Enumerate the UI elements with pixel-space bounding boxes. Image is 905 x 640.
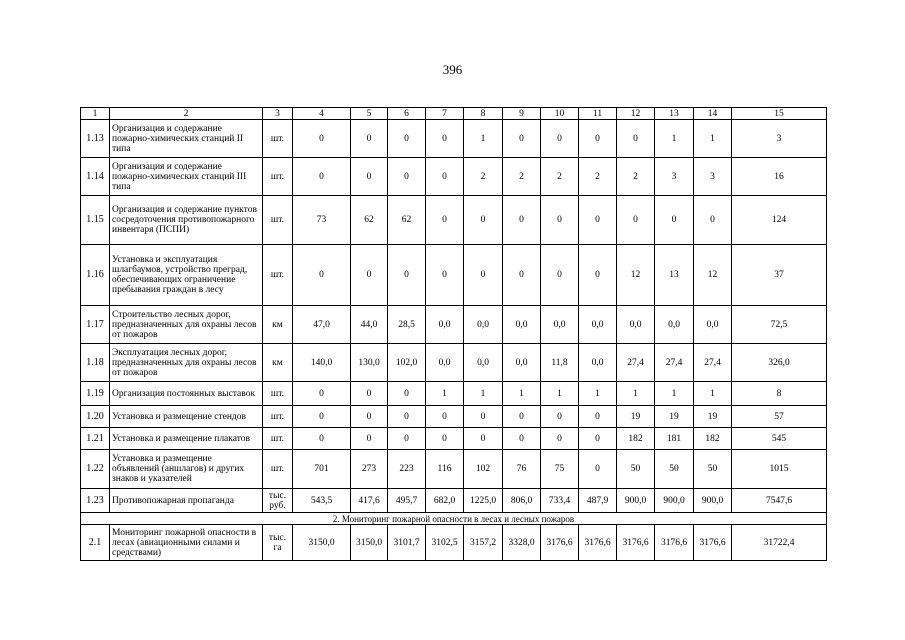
value-cell: 0 <box>579 406 617 428</box>
value-cell: 0,0 <box>464 344 503 382</box>
value-cell: 3 <box>655 158 694 196</box>
row-number: 1.16 <box>81 245 110 306</box>
value-cell: 47,0 <box>293 306 351 344</box>
row-name: Установка и размещение плакатов <box>110 428 263 450</box>
value-cell: 223 <box>388 450 426 489</box>
header-cell: 1 <box>81 108 110 120</box>
header-cell: 14 <box>694 108 732 120</box>
row-unit: шт. <box>263 158 293 196</box>
value-cell: 0 <box>351 245 388 306</box>
value-cell: 16 <box>732 158 827 196</box>
value-cell: 1225,0 <box>464 489 503 513</box>
row-unit: шт. <box>263 245 293 306</box>
value-cell: 72,5 <box>732 306 827 344</box>
data-table <box>80 107 827 561</box>
value-cell: 1 <box>617 382 655 406</box>
section-row <box>81 513 827 525</box>
value-cell: 0 <box>351 406 388 428</box>
table-row <box>81 344 827 382</box>
row-name: Установка и размещение стендов <box>110 406 263 428</box>
value-cell: 0 <box>351 382 388 406</box>
header-row <box>81 108 827 120</box>
row-number: 1.21 <box>81 428 110 450</box>
value-cell: 2 <box>503 158 541 196</box>
value-cell: 0 <box>426 428 464 450</box>
header-cell: 15 <box>732 108 827 120</box>
header-cell: 6 <box>388 108 426 120</box>
header-cell: 7 <box>426 108 464 120</box>
value-cell: 1 <box>579 382 617 406</box>
value-cell: 0,0 <box>694 306 732 344</box>
row-name: Установка и эксплуатация шлагбаумов, устройство преград, обеспечивающих ограничение пребывания граждан в лесу <box>110 245 263 306</box>
value-cell: 273 <box>351 450 388 489</box>
value-cell: 0 <box>426 120 464 158</box>
value-cell: 0 <box>541 196 579 245</box>
row-unit: шт. <box>263 120 293 158</box>
value-cell: 0 <box>426 158 464 196</box>
value-cell: 13 <box>655 245 694 306</box>
value-cell: 0 <box>541 120 579 158</box>
value-cell: 487,9 <box>579 489 617 513</box>
value-cell: 140,0 <box>293 344 351 382</box>
value-cell: 27,4 <box>617 344 655 382</box>
value-cell: 495,7 <box>388 489 426 513</box>
value-cell: 0 <box>426 245 464 306</box>
value-cell: 3157,2 <box>464 525 503 561</box>
page-number: 396 <box>442 62 463 77</box>
value-cell: 1 <box>464 120 503 158</box>
header-cell: 4 <box>293 108 351 120</box>
value-cell: 0,0 <box>503 344 541 382</box>
value-cell: 0 <box>388 245 426 306</box>
value-cell: 0,0 <box>579 306 617 344</box>
value-cell: 0 <box>464 406 503 428</box>
value-cell: 0 <box>541 245 579 306</box>
value-cell: 1 <box>694 382 732 406</box>
value-cell: 1 <box>426 382 464 406</box>
value-cell: 28,5 <box>388 306 426 344</box>
value-cell: 0 <box>503 406 541 428</box>
value-cell: 0 <box>388 120 426 158</box>
value-cell: 31722,4 <box>732 525 827 561</box>
value-cell: 3102,5 <box>426 525 464 561</box>
value-cell: 0 <box>464 428 503 450</box>
value-cell: 50 <box>617 450 655 489</box>
row-unit: шт. <box>263 382 293 406</box>
value-cell: 1 <box>655 120 694 158</box>
value-cell: 0 <box>388 382 426 406</box>
row-name: Противопожарная пропаганда <box>110 489 263 513</box>
value-cell: 3150,0 <box>293 525 351 561</box>
header-cell: 5 <box>351 108 388 120</box>
value-cell: 11,8 <box>541 344 579 382</box>
value-cell: 0 <box>579 120 617 158</box>
value-cell: 1 <box>655 382 694 406</box>
table-row <box>81 196 827 245</box>
row-number: 1.17 <box>81 306 110 344</box>
value-cell: 3101,7 <box>388 525 426 561</box>
value-cell: 3176,6 <box>694 525 732 561</box>
value-cell: 0 <box>293 382 351 406</box>
value-cell: 3150,0 <box>351 525 388 561</box>
value-cell: 130,0 <box>351 344 388 382</box>
row-name: Организация и содержание пожарно-химических станций II типа <box>110 120 263 158</box>
row-number: 1.13 <box>81 120 110 158</box>
value-cell: 0 <box>541 406 579 428</box>
row-number: 2.1 <box>81 525 110 561</box>
table-row <box>81 382 827 406</box>
table-row <box>81 428 827 450</box>
value-cell: 900,0 <box>694 489 732 513</box>
value-cell: 0 <box>503 245 541 306</box>
value-cell: 0 <box>293 428 351 450</box>
value-cell: 2 <box>541 158 579 196</box>
value-cell: 0 <box>293 158 351 196</box>
value-cell: 0 <box>579 450 617 489</box>
row-number: 1.15 <box>81 196 110 245</box>
value-cell: 181 <box>655 428 694 450</box>
value-cell: 0 <box>293 406 351 428</box>
value-cell: 62 <box>388 196 426 245</box>
value-cell: 0 <box>655 196 694 245</box>
value-cell: 76 <box>503 450 541 489</box>
value-cell: 27,4 <box>694 344 732 382</box>
value-cell: 0,0 <box>655 306 694 344</box>
header-cell: 12 <box>617 108 655 120</box>
row-name: Строительство лесных дорог, предназначенных для охраны лесов от пожаров <box>110 306 263 344</box>
value-cell: 326,0 <box>732 344 827 382</box>
value-cell: 37 <box>732 245 827 306</box>
table-row <box>81 489 827 513</box>
value-cell: 0 <box>293 245 351 306</box>
value-cell: 682,0 <box>426 489 464 513</box>
table-row <box>81 406 827 428</box>
value-cell: 0 <box>426 406 464 428</box>
header-cell: 3 <box>263 108 293 120</box>
value-cell: 2 <box>579 158 617 196</box>
table-row <box>81 450 827 489</box>
row-name: Установка и размещение объявлений (аншлагов) и других знаков и указателей <box>110 450 263 489</box>
value-cell: 701 <box>293 450 351 489</box>
row-unit: тыс. га <box>263 525 293 561</box>
row-number: 1.19 <box>81 382 110 406</box>
value-cell: 0 <box>541 428 579 450</box>
row-number: 1.20 <box>81 406 110 428</box>
row-number: 1.18 <box>81 344 110 382</box>
table-row <box>81 306 827 344</box>
header-cell: 8 <box>464 108 503 120</box>
value-cell: 2 <box>617 158 655 196</box>
row-name: Организация постоянных выставок <box>110 382 263 406</box>
value-cell: 182 <box>617 428 655 450</box>
value-cell: 8 <box>732 382 827 406</box>
value-cell: 116 <box>426 450 464 489</box>
section-title: 2. Мониторинг пожарной опасности в лесах и лесных пожаров <box>81 513 827 525</box>
row-name: Эксплуатация лесных дорог, предназначенных для охраны лесов от пожаров <box>110 344 263 382</box>
row-unit: тыс. руб. <box>263 489 293 513</box>
value-cell: 12 <box>694 245 732 306</box>
value-cell: 12 <box>617 245 655 306</box>
value-cell: 0,0 <box>426 344 464 382</box>
value-cell: 3176,6 <box>579 525 617 561</box>
value-cell: 0 <box>464 245 503 306</box>
value-cell: 0 <box>351 428 388 450</box>
value-cell: 62 <box>351 196 388 245</box>
row-number: 1.23 <box>81 489 110 513</box>
value-cell: 0 <box>579 245 617 306</box>
value-cell: 3176,6 <box>655 525 694 561</box>
value-cell: 50 <box>655 450 694 489</box>
value-cell: 2 <box>464 158 503 196</box>
row-name: Мониторинг пожарной опасности в лесах (авиационными силами и средствами) <box>110 525 263 561</box>
row-unit: км <box>263 306 293 344</box>
value-cell: 50 <box>694 450 732 489</box>
row-unit: шт. <box>263 428 293 450</box>
value-cell: 0 <box>503 120 541 158</box>
value-cell: 0,0 <box>426 306 464 344</box>
value-cell: 0 <box>617 120 655 158</box>
value-cell: 545 <box>732 428 827 450</box>
value-cell: 19 <box>655 406 694 428</box>
value-cell: 124 <box>732 196 827 245</box>
header-cell: 13 <box>655 108 694 120</box>
value-cell: 102 <box>464 450 503 489</box>
value-cell: 1 <box>694 120 732 158</box>
value-cell: 0 <box>694 196 732 245</box>
value-cell: 102,0 <box>388 344 426 382</box>
row-name: Организация и содержание пожарно-химических станций III типа <box>110 158 263 196</box>
value-cell: 0 <box>293 120 351 158</box>
table-row <box>81 158 827 196</box>
value-cell: 0,0 <box>579 344 617 382</box>
value-cell: 0 <box>388 158 426 196</box>
value-cell: 0 <box>579 196 617 245</box>
value-cell: 19 <box>617 406 655 428</box>
value-cell: 0,0 <box>503 306 541 344</box>
value-cell: 44,0 <box>351 306 388 344</box>
value-cell: 417,6 <box>351 489 388 513</box>
row-unit: км <box>263 344 293 382</box>
value-cell: 27,4 <box>655 344 694 382</box>
value-cell: 0 <box>351 120 388 158</box>
header-cell: 11 <box>579 108 617 120</box>
value-cell: 900,0 <box>617 489 655 513</box>
row-unit: шт. <box>263 450 293 489</box>
value-cell: 900,0 <box>655 489 694 513</box>
value-cell: 543,5 <box>293 489 351 513</box>
table-body <box>81 108 827 561</box>
header-cell: 10 <box>541 108 579 120</box>
value-cell: 3 <box>732 120 827 158</box>
value-cell: 0 <box>464 196 503 245</box>
value-cell: 0 <box>617 196 655 245</box>
value-cell: 75 <box>541 450 579 489</box>
value-cell: 733,4 <box>541 489 579 513</box>
header-cell: 2 <box>110 108 263 120</box>
value-cell: 3176,6 <box>617 525 655 561</box>
value-cell: 0,0 <box>617 306 655 344</box>
value-cell: 73 <box>293 196 351 245</box>
value-cell: 3328,0 <box>503 525 541 561</box>
value-cell: 7547,6 <box>732 489 827 513</box>
value-cell: 0 <box>426 196 464 245</box>
value-cell: 0 <box>388 428 426 450</box>
value-cell: 1015 <box>732 450 827 489</box>
value-cell: 0,0 <box>541 306 579 344</box>
value-cell: 19 <box>694 406 732 428</box>
value-cell: 0,0 <box>464 306 503 344</box>
row-number: 1.14 <box>81 158 110 196</box>
row-unit: шт. <box>263 406 293 428</box>
value-cell: 806,0 <box>503 489 541 513</box>
table-row <box>81 525 827 561</box>
row-name: Организация и содержание пунктов сосредоточения противопожарного инвентаря (ПСПИ) <box>110 196 263 245</box>
table-row <box>81 120 827 158</box>
value-cell: 3 <box>694 158 732 196</box>
row-unit: шт. <box>263 196 293 245</box>
value-cell: 1 <box>464 382 503 406</box>
row-number: 1.22 <box>81 450 110 489</box>
header-cell: 9 <box>503 108 541 120</box>
table-row <box>81 245 827 306</box>
value-cell: 1 <box>503 382 541 406</box>
value-cell: 0 <box>579 428 617 450</box>
value-cell: 0 <box>503 196 541 245</box>
value-cell: 3176,6 <box>541 525 579 561</box>
value-cell: 182 <box>694 428 732 450</box>
value-cell: 57 <box>732 406 827 428</box>
value-cell: 0 <box>388 406 426 428</box>
value-cell: 0 <box>351 158 388 196</box>
value-cell: 1 <box>541 382 579 406</box>
value-cell: 0 <box>503 428 541 450</box>
